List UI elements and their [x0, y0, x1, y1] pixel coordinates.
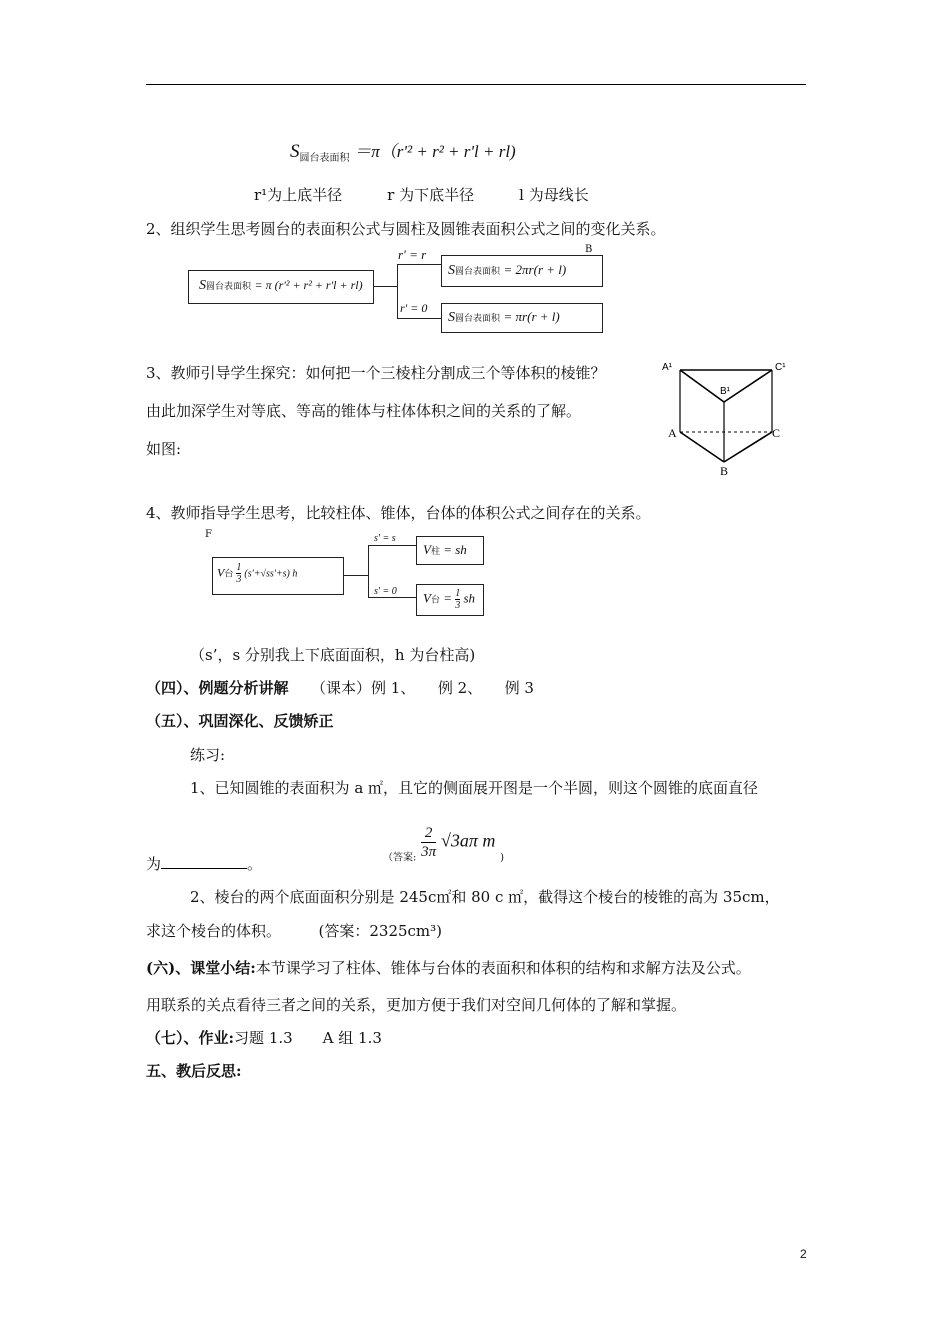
answer-blank[interactable] — [161, 854, 247, 869]
header-rule — [146, 84, 806, 85]
question-1-line-1: 1、已知圆锥的表面积为 a ㎡，且它的侧面展开图是一个半圆，则这个圆锥的底面直径 — [190, 779, 759, 797]
page-number: 2 — [800, 1247, 807, 1261]
area-note: （s’，s 分别我上下底面面积，h 为台柱高) — [190, 646, 476, 664]
label-a1: A¹ — [662, 362, 672, 373]
paragraph-3-line-3: 如图: — [146, 440, 182, 458]
cylinder-surface-box: S圆台表面积 = 2πr(r + l) — [441, 255, 603, 287]
label-b: B — [720, 464, 729, 478]
paragraph-4: 4、教师指导学生思考，比较柱体、锥体，台体的体积公式之间存在的关系。 — [146, 504, 651, 522]
section-7: （七）、作业:习题 1.3 A 组 1.3 — [146, 1029, 382, 1047]
paragraph-2: 2、组织学生思考圆台的表面积公式与圆柱及圆锥表面积公式之间的变化关系。 — [146, 220, 666, 238]
marker-b: B — [585, 244, 593, 255]
section-reflection-title: 五、教后反思: — [146, 1062, 242, 1080]
cone-surface-box: S圆台表面积 = πr(r + l) — [441, 303, 603, 333]
frustum-volume-box: V台 $\frac{1}{3}$ (s'+√ss'+s) h — [212, 557, 344, 595]
radius-legend: r¹为上底半径 r 为下底半径 l 为母线长 — [254, 186, 589, 204]
condition-equal-radii: r' = r — [398, 247, 427, 262]
section-4: （四）、例题分析讲解 （课本）例 1、 例 2、 例 3 — [146, 679, 534, 697]
marker-f: F — [205, 529, 212, 540]
question-1-blank-line: 为 。 — [146, 855, 263, 873]
label-a: A — [668, 426, 677, 440]
pyramid-volume-box: V台 = $\frac{1}{3}$ sh — [416, 584, 484, 616]
question-1-answer: $_{(答案:}$ $\frac{2}{3\pi}$ √3aπ m $_)$ — [383, 825, 505, 864]
frustum-surface-formula: $S_{圆台表面积} =\pi(r'^2 + r^2 + r'l + rl)$ — [290, 141, 516, 164]
condition-equal-areas: s' = s — [374, 533, 396, 544]
paragraph-3-line-2: 由此加深学生对等底、等高的锥体与柱体体积之间的关系的了解。 — [146, 402, 582, 420]
label-b1: B¹ — [720, 386, 730, 397]
label-c: C — [772, 426, 781, 440]
condition-zero-radius: r' = 0 — [400, 301, 428, 315]
question-2-line-1: 2、棱台的两个底面面积分别是 245c㎡和 80 c ㎡，截得这个棱台的棱锥的高为 35cm， — [190, 888, 780, 906]
label-c1: C¹ — [775, 362, 786, 373]
question-2-line-2: 求这个棱台的体积。 (答案：2325cm³) — [146, 922, 443, 940]
triangular-prism-figure — [660, 358, 800, 478]
prism-volume-box: V柱 = sh — [416, 536, 484, 565]
paragraph-3-line-1: 3、教师引导学生探究：如何把一个三棱柱分割成三个等体积的棱锥？ — [146, 364, 606, 382]
section-6-line-2: 用联系的关点看待三者之间的关系，更加方便于我们对空间几何体的了解和掌握。 — [146, 996, 687, 1014]
section-5-title: （五）、巩固深化、反馈矫正 — [146, 712, 334, 730]
frustum-formula-box: S圆台表面积 = π (r'² + r² + r'l + rl) — [188, 270, 374, 304]
condition-zero-area: s' = 0 — [374, 586, 397, 597]
practice-label: 练习: — [190, 746, 226, 764]
section-6: (六)、课堂小结:本节课学习了柱体、锥体与台体的表面积和体积的结构和求解方法及公式。 — [146, 959, 751, 977]
